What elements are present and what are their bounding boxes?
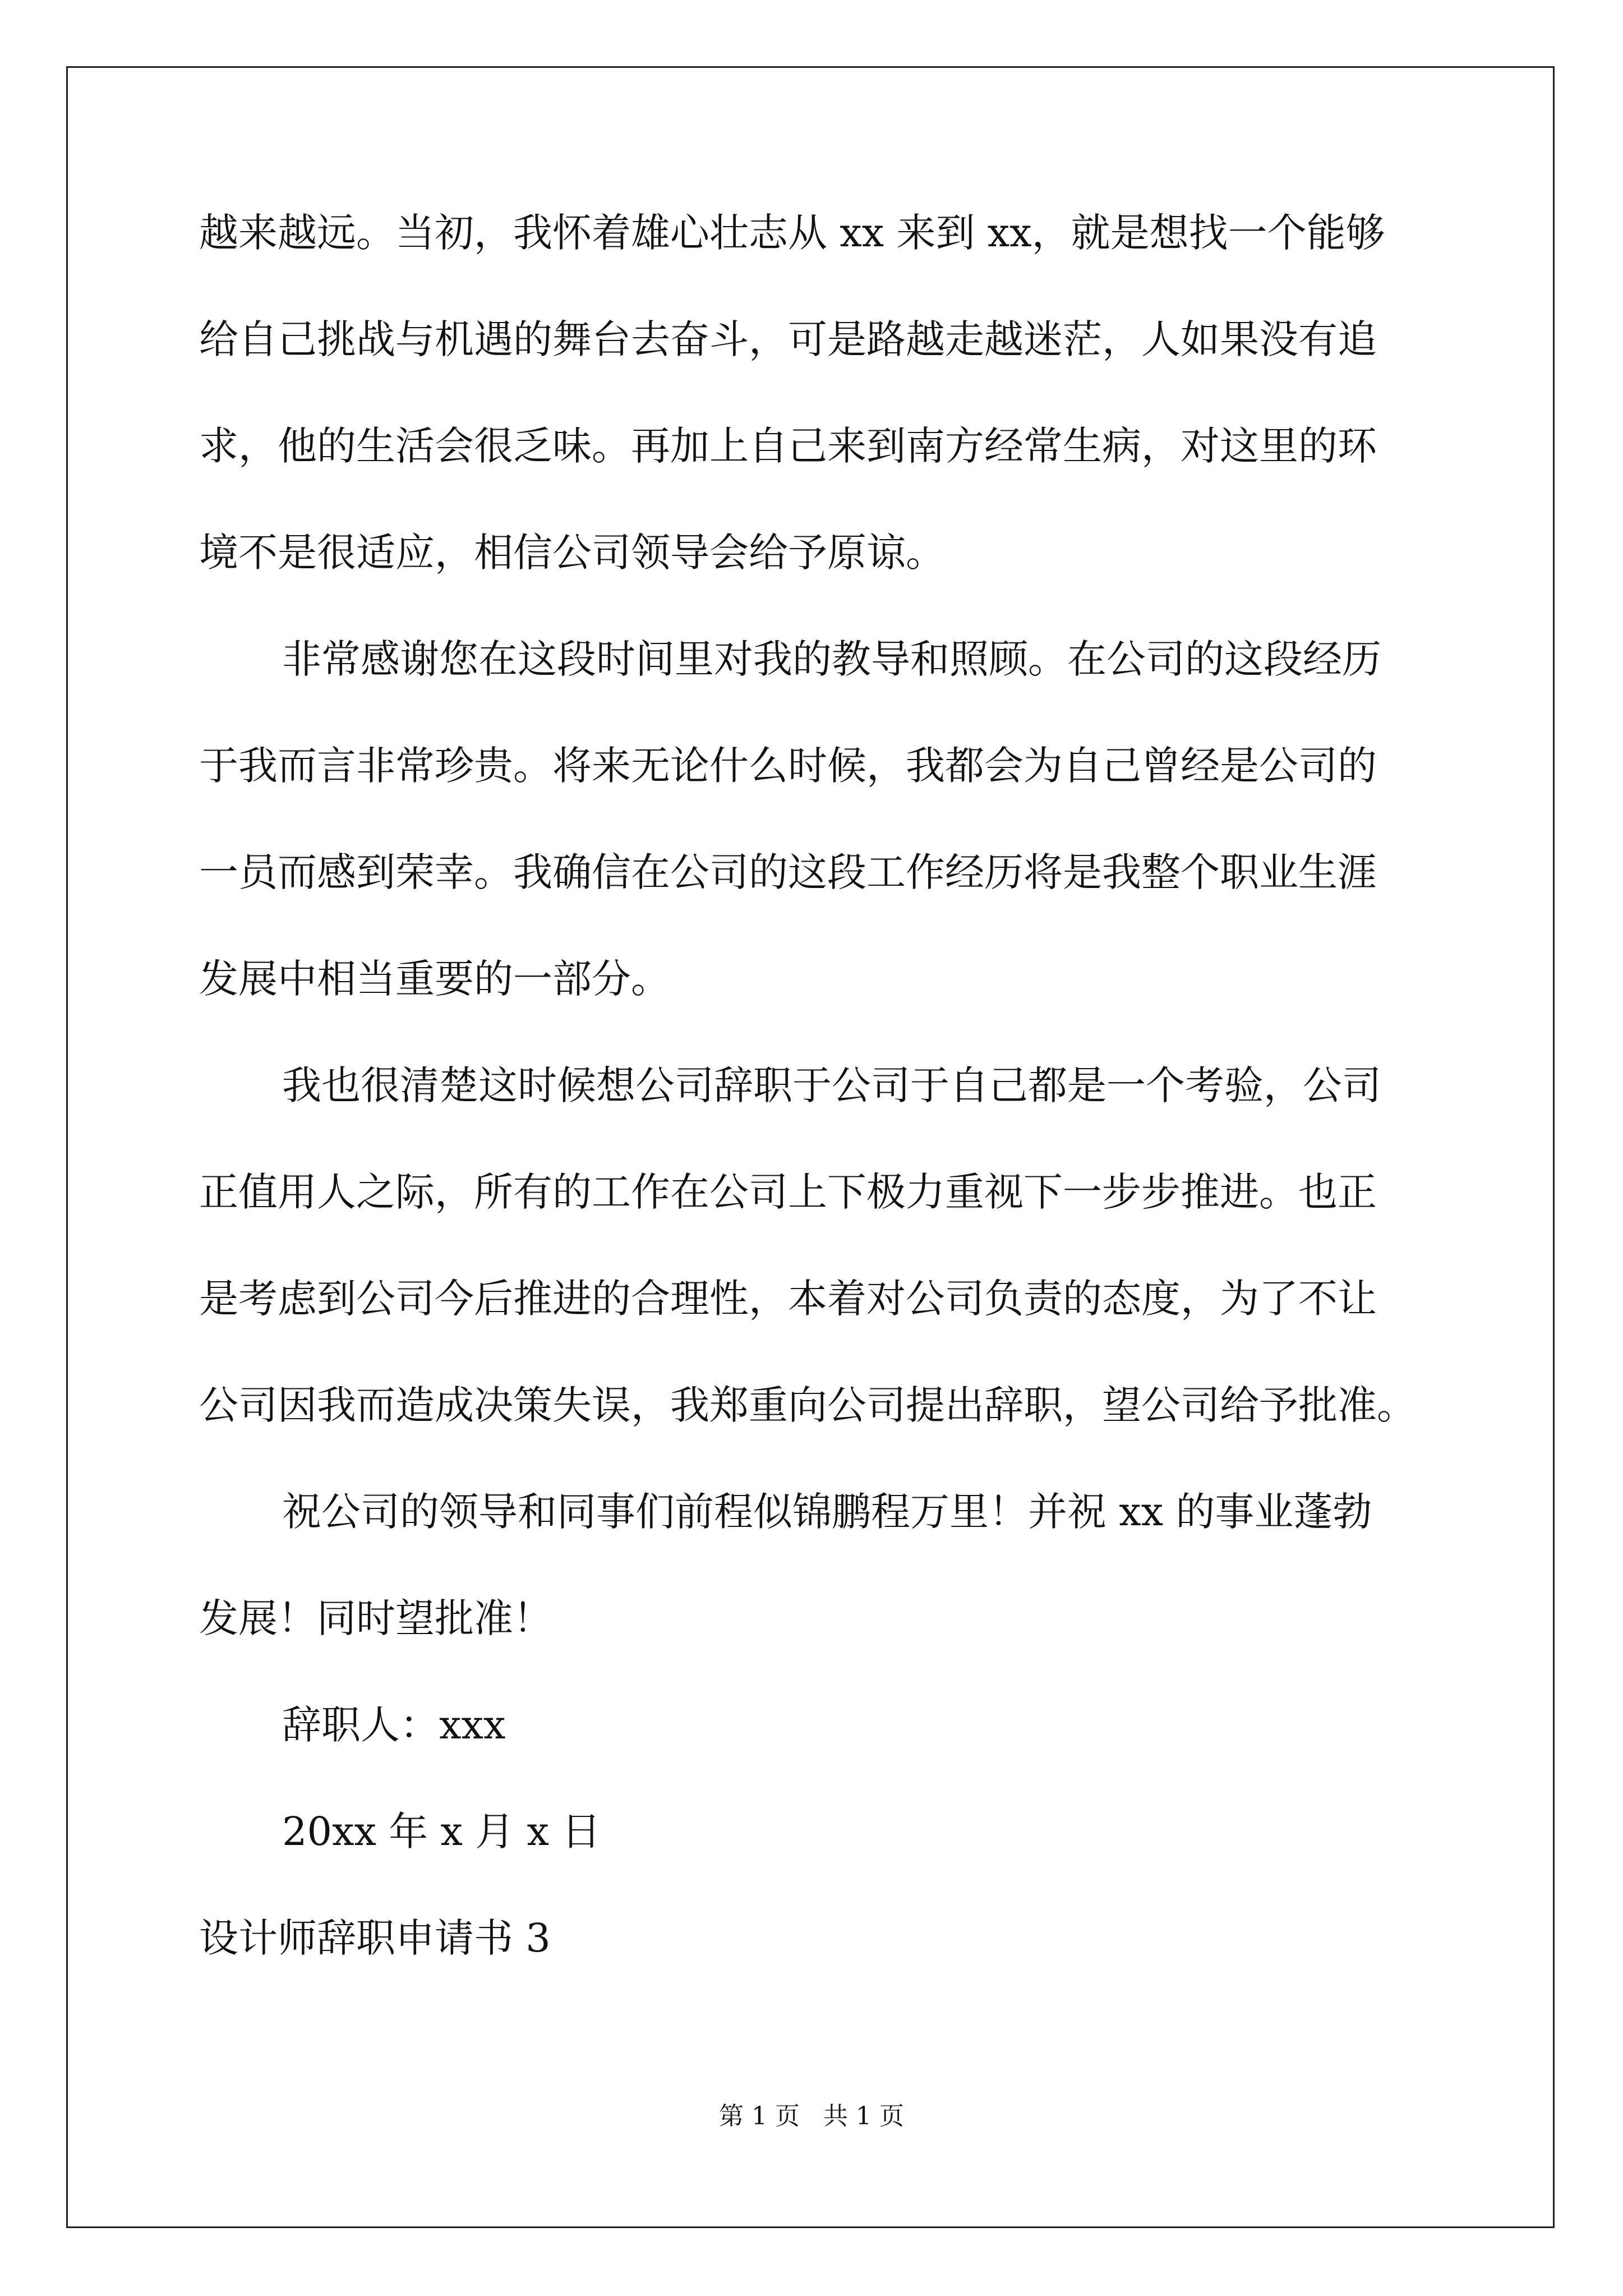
text-line: 境不是很适应，相信公司领导会给予原谅。 xyxy=(199,530,945,576)
text-line: 越来越远。当初，我怀着雄心壮志从 xx 来到 xx，就是想找一个能够 xyxy=(199,210,1385,256)
signature-line: 辞职人：xxx xyxy=(282,1702,506,1748)
text-line: 求，他的生活会很乏味。再加上自己来到南方经常生病，对这里的环 xyxy=(199,423,1377,469)
document-body xyxy=(199,210,1433,2025)
text-line: 是考虑到公司今后推进的合理性，本着对公司负责的态度，为了不让 xyxy=(199,1276,1377,1322)
text-line: 一员而感到荣幸。我确信在公司的这段工作经历将是我整个职业生涯 xyxy=(199,849,1377,895)
text-line: 于我而言非常珍贵。将来无论什么时候，我都会为自己曾经是公司的 xyxy=(199,743,1377,789)
text-line: 给自己挑战与机遇的舞台去奋斗，可是路越走越迷茫，人如果没有追 xyxy=(199,316,1377,362)
paragraph-start: 我也很清楚这时候想公司辞职于公司于自己都是一个考验，公司 xyxy=(282,1062,1381,1108)
text-line: 正值用人之际，所有的工作在公司上下极力重视下一步步推进。也正 xyxy=(199,1169,1377,1215)
text-line: 发展！同时望批准！ xyxy=(199,1595,552,1641)
paragraph-start: 非常感谢您在这段时间里对我的教导和照顾。在公司的这段经历 xyxy=(282,636,1381,682)
text-line: 发展中相当重要的一部分。 xyxy=(199,956,670,1002)
section-heading: 设计师辞职申请书 3 xyxy=(199,1915,551,1961)
page-footer: 第 1 页 共 1 页 xyxy=(719,2102,904,2131)
paragraph-start: 祝公司的领导和同事们前程似锦鹏程万里！并祝 xx 的事业蓬勃 xyxy=(282,1489,1372,1535)
date-line: 20xx 年 x 月 x 日 xyxy=(282,1809,601,1855)
text-line: 公司因我而造成决策失误，我郑重向公司提出辞职，望公司给予批准。 xyxy=(199,1382,1416,1428)
